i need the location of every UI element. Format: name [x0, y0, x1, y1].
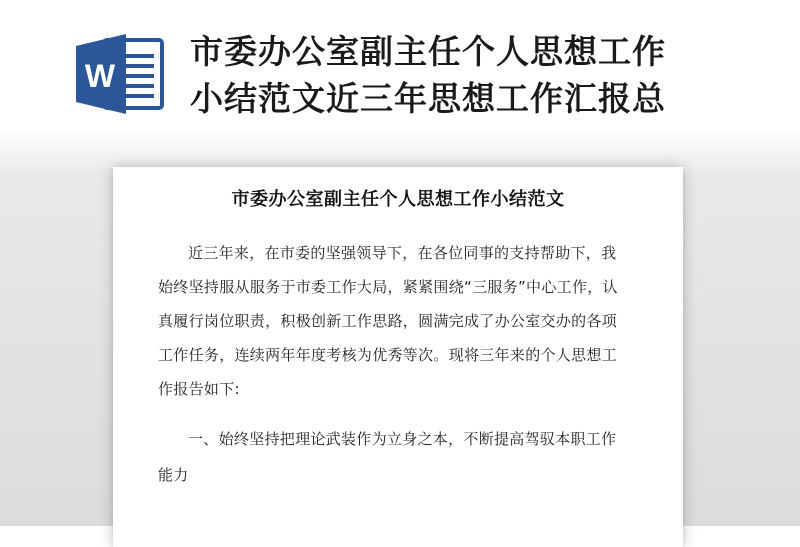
paragraph-line: 始终坚持服从服务于市委工作大局，紧紧围绕“三服务”中心工作，认 — [158, 278, 618, 296]
word-document-icon — [74, 34, 166, 114]
section-heading-line: 一、始终坚持把理论武装作为立身之本，不断提高驾驭本职工作 — [188, 430, 617, 448]
page-title-line-1: 市委办公室副主任个人思想工作 — [190, 32, 666, 71]
paragraph-line: 工作任务，连续两年年度考核为优秀等次。现将三年来的个人思想工 — [158, 346, 618, 364]
word-icon-letter: W — [84, 58, 116, 94]
document-page — [113, 167, 683, 547]
document-title: 市委办公室副主任个人思想工作小结范文 — [231, 189, 565, 210]
page-title-line-2: 小结范文近三年思想工作汇报总 — [190, 79, 666, 118]
header — [0, 0, 800, 140]
paragraph-line: 真履行岗位职责，积极创新工作思路，圆满完成了办公室交办的各项 — [158, 312, 618, 330]
section-heading-line: 能力 — [158, 466, 189, 484]
paragraph-line: 作报告如下: — [158, 380, 240, 398]
paragraph-line: 近三年来，在市委的坚强领导下，在各位同事的支持帮助下，我 — [188, 244, 617, 262]
